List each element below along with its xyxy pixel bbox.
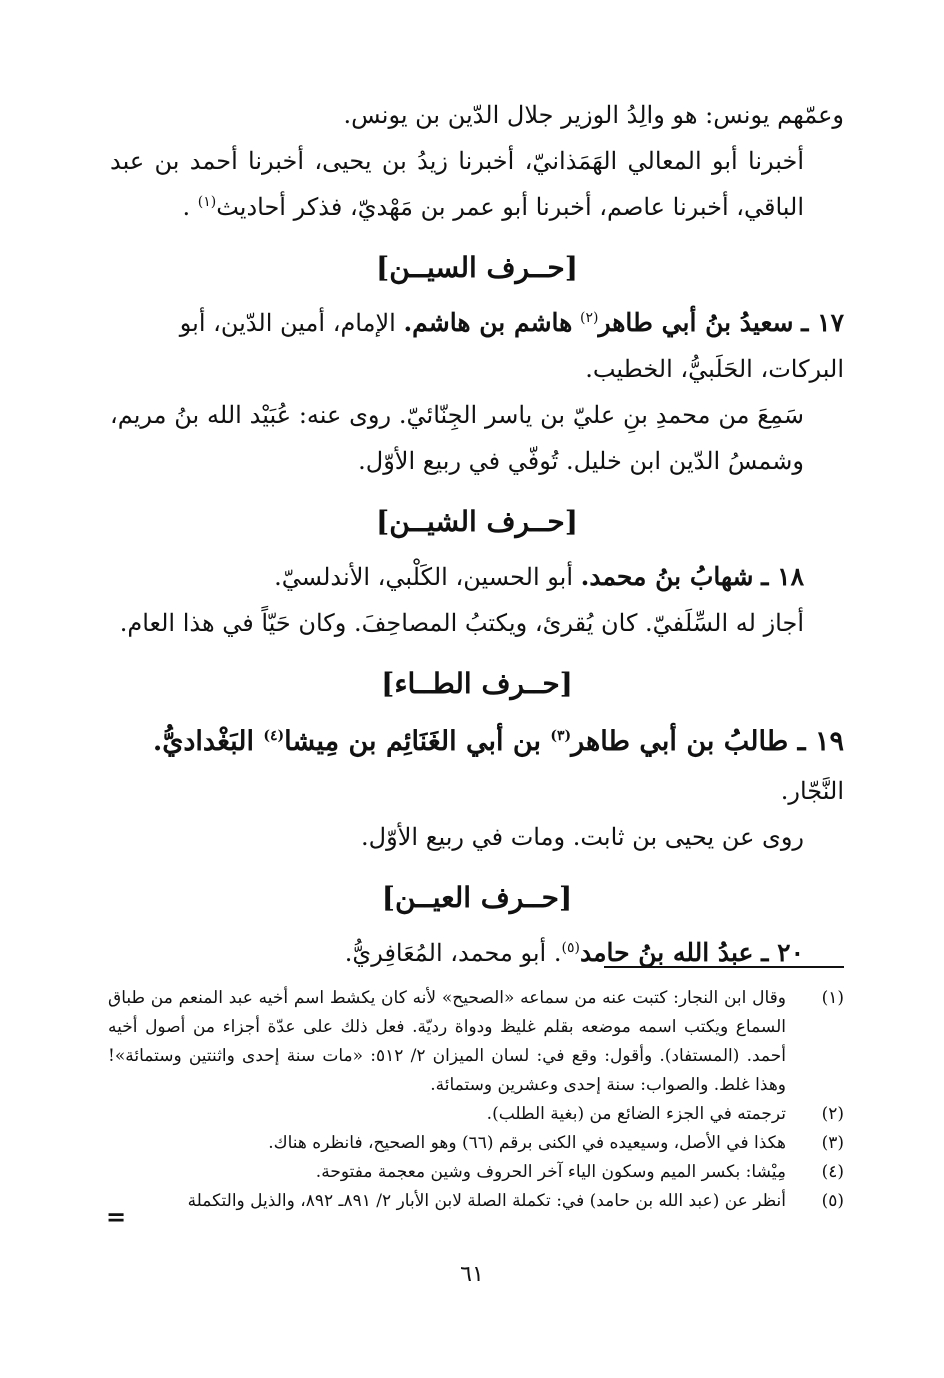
footnote-mark-2[interactable]: (٢) — [579, 310, 599, 326]
entry-17-description: الإمام، أمين الدّين، أبو البركات، الحَلَبيُّ، الخطيب. — [179, 309, 844, 383]
main-text — [110, 92, 844, 976]
footnote-mark-4[interactable]: (٤) — [263, 728, 285, 744]
footnote-number: (٣) — [821, 1133, 844, 1153]
entry-18-number: ١٨ ـ — [761, 562, 804, 591]
footnote-text: هكذا في الأصل، وسيعيده في الكنى برقم (٦٦) وهو الصحيح، فانظره هناك. — [268, 1133, 786, 1153]
entry-20-name: عبدُ الله بنُ حامد — [579, 938, 754, 967]
continuation-mark: = — [106, 1202, 127, 1231]
entry-18-name: شهابُ بنُ محمد. — [580, 562, 754, 591]
entry-17-name: سعيدُ بنُ أبي طاهر — [598, 308, 794, 337]
footnote-text: وقال ابن النجار: كتبت عنه من سماعه «الصحيح» لأنه كان يكشط اسم أخيه عبد المنعم من طباق السماع ويكتب اسمه موضعه بقلم غليظ ودواة رديّة. فعل ذلك على عدّة أجزاء من أصول أخيه أحمد. (المستفاد). وأقول: وقع في: لسان الميزان ٢/ ٥١٢: «مات سنة إحدى واثنتين وستمائة»! وهذا غلط. والصواب: سنة إحدى وعشرين وستمائة. — [108, 988, 786, 1095]
page-number: ٦١ — [460, 1262, 484, 1287]
intro-line — [110, 92, 844, 138]
entry-18-body: أجاز له السِّلَفيّ. كان يُقرئ، ويكتبُ المصاحِفَ. وكان حَيّاً في هذا العام. — [119, 609, 804, 637]
intro-paragraph-end: . — [182, 193, 191, 221]
footnote-number: (١) — [821, 988, 844, 1008]
entry-18-description: أبو الحسين، الكَلْبي، الأندلسيّ. — [274, 563, 573, 591]
intro-line-text: وعمّهم يونس: هو والِدُ الوزير جلال الدّين بن يونس. — [343, 101, 844, 129]
footnotes — [108, 984, 844, 1216]
footnote-3 — [108, 1129, 844, 1158]
section-heading-sin: [حــرف السيــن] — [376, 251, 578, 284]
entry-19-number: ١٩ ـ — [797, 726, 844, 757]
footnote-number: (٢) — [821, 1104, 844, 1124]
entry-19-body: روى عن يحيى بن ثابت. ومات في ربيع الأوّل. — [361, 823, 804, 851]
footnote-divider — [604, 966, 844, 968]
entry-19-description: النَّجّار. — [780, 777, 844, 805]
footnote-5 — [108, 1187, 844, 1216]
entry-19-name-end: البَغْداديُّ. — [152, 726, 254, 757]
entry-20-heading — [110, 930, 844, 976]
entry-17-heading — [110, 300, 844, 392]
footnote-mark-3[interactable]: (٣) — [550, 728, 572, 744]
footnote-mark-5[interactable]: (٥) — [561, 940, 580, 956]
footnote-text: أنظر عن (عبد الله بن حامد) في: تكملة الصلة لابن الأبار ٢/ ٨٩١ـ ٨٩٢، والذيل والتكملة — [187, 1191, 786, 1211]
entry-18-heading — [110, 554, 844, 600]
footnote-1 — [108, 984, 844, 1100]
entry-20-number: ٢٠ ـ — [761, 938, 804, 967]
footnote-number: (٥) — [821, 1191, 844, 1211]
entry-17-body: سَمِعَ من محمدِ بنِ عليّ بن ياسر الجِنّائيّ. روى عنه: عُبَيْد الله بنُ مريم، وشمسُ الدّين ابن خليل. تُوفّي في ربيع الأوّل. — [110, 401, 804, 475]
footnote-2 — [108, 1100, 844, 1129]
section-heading-ta: [حــرف الطــاء] — [381, 667, 573, 700]
footnote-text: مِيْشا: بكسر الميم وسكون الياء آخر الحروف وشين معجمة مفتوحة. — [315, 1162, 786, 1182]
footnote-4 — [108, 1158, 844, 1187]
footnote-text: ترجمته في الجزء الضائع من (بغية الطلب). — [486, 1104, 786, 1124]
entry-20-description: . أبو محمد، المُعَافِريُّ. — [344, 939, 562, 967]
intro-paragraph-text: أخبرنا أبو المعالي الهَمَذانيّ، أخبرنا زيدُ بن يحيى، أخبرنا أحمد بن عبد الباقي، أخبرنا عاصم، أخبرنا أبو عمر بن مَهْديّ، فذكر أحاديث — [110, 147, 804, 221]
section-heading-ayn: [حــرف العيــن] — [381, 881, 573, 914]
entry-19-heading — [110, 716, 844, 768]
footnote-mark-1[interactable]: (١) — [197, 194, 217, 210]
entry-17-number: ١٧ ـ — [801, 308, 844, 337]
intro-paragraph — [110, 138, 844, 230]
entry-17-name-rest: هاشم بن هاشم. — [403, 308, 573, 337]
entry-19-name: طالبُ بن أبي طاهر — [571, 726, 789, 757]
entry-19-name-middle: بن أبي الغَنَائِم بن مِيشا — [284, 726, 541, 757]
section-heading-shin: [حــرف الشيــن] — [376, 505, 578, 538]
footnote-number: (٤) — [821, 1162, 844, 1182]
